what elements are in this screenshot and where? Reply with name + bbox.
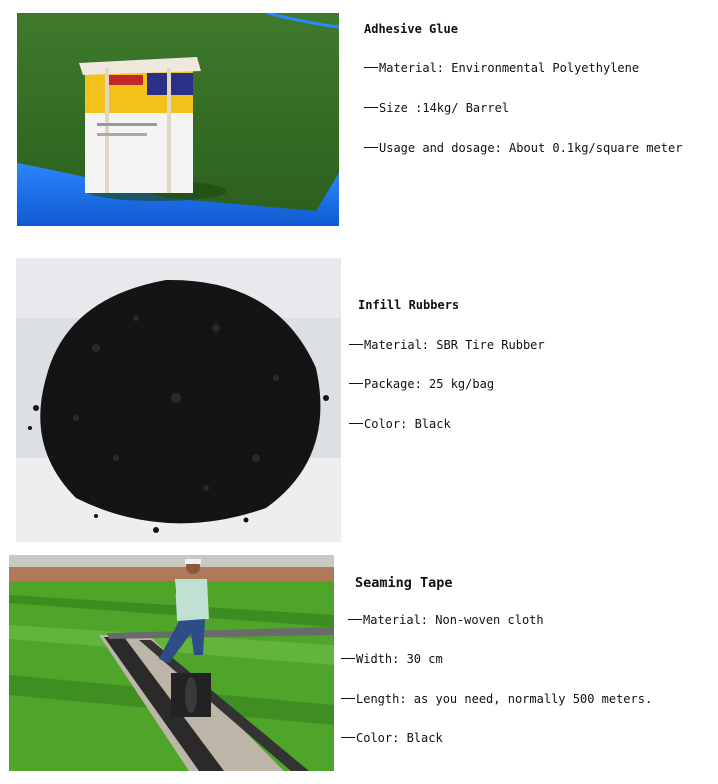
adhesive-glue-spec-2 (364, 101, 509, 115)
adhesive-glue-spec-3 (364, 141, 682, 155)
dash-icon (349, 423, 363, 424)
infill-rubbers-photo (16, 258, 341, 542)
seaming-tape-photo (9, 555, 334, 771)
seaming-tape-spec-4 (341, 731, 443, 745)
dash-icon (364, 67, 378, 68)
dash-icon (341, 737, 355, 738)
infill-rubbers-spec-1 (349, 338, 545, 352)
dash-icon (348, 619, 362, 620)
seaming-tape-length: Length: as you need, normally 500 meters. (356, 692, 653, 706)
seaming-tape-spec-3 (341, 692, 652, 706)
seaming-tape-spec-1 (348, 613, 544, 627)
infill-rubbers-package: Package: 25 kg/bag (364, 377, 495, 391)
seaming-tape-title: Seaming Tape (355, 575, 453, 591)
dash-icon (349, 344, 363, 345)
seaming-tape-spec-2 (341, 652, 443, 666)
dash-icon (341, 698, 355, 699)
seaming-tape-color: Color: Black (356, 731, 443, 745)
infill-rubbers-title: Infill Rubbers (358, 298, 460, 312)
dash-icon (364, 147, 378, 148)
adhesive-glue-usage: Usage and dosage: About 0.1kg/square meter (379, 141, 683, 155)
adhesive-glue-photo (17, 13, 339, 226)
adhesive-glue-spec-1 (364, 61, 639, 75)
seaming-tape-material: Material: Non-woven cloth (363, 613, 544, 627)
dash-icon (349, 383, 363, 384)
dash-icon (341, 658, 355, 659)
glue-bucket-on-turf-icon (17, 13, 339, 226)
infill-rubbers-spec-2 (349, 377, 494, 391)
adhesive-glue-material: Material: Environmental Polyethylene (379, 61, 640, 75)
dash-icon (364, 107, 378, 108)
infill-rubbers-color: Color: Black (364, 417, 451, 431)
infill-rubbers-material: Material: SBR Tire Rubber (364, 338, 545, 352)
adhesive-glue-title: Adhesive Glue (364, 22, 458, 36)
infill-rubbers-spec-3 (349, 417, 451, 431)
worker-rolling-tape-on-field-icon (9, 555, 334, 771)
adhesive-glue-size: Size :14kg/ Barrel (379, 101, 510, 115)
seaming-tape-width: Width: 30 cm (356, 652, 443, 666)
black-rubber-granules-icon (16, 258, 341, 542)
